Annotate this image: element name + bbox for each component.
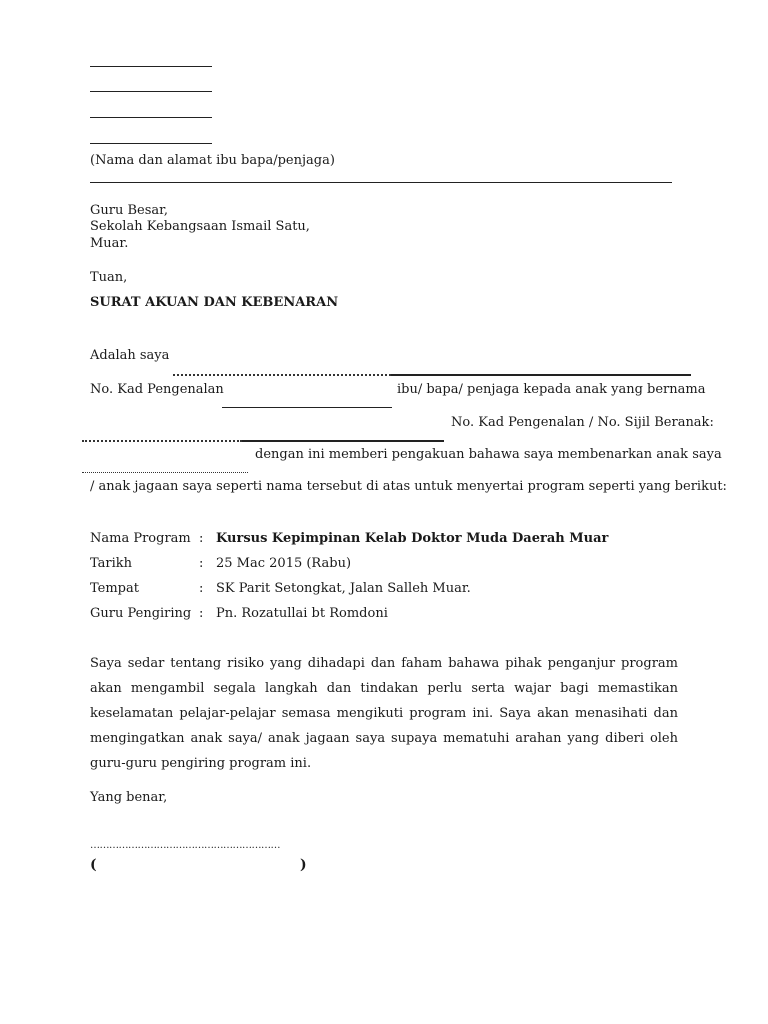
program-colon-2: : <box>199 556 204 571</box>
program-label-guru: Guru Pengiring <box>90 606 192 621</box>
child-name-field[interactable] <box>82 440 242 442</box>
parent-ic-field[interactable] <box>222 407 392 408</box>
adalah-saya-label: Adalah saya <box>90 348 170 363</box>
program-colon-4: : <box>199 606 204 621</box>
ward-line-text: / anak jagaan saya seperti nama tersebut di atas untuk menyertai program seperti yang berikut: <box>90 479 727 494</box>
sender-address-line-2[interactable] <box>90 91 212 92</box>
program-value-tarikh: 25 Mac 2015 (Rabu) <box>216 556 352 571</box>
letter-subject: SURAT AKUAN DAN KEBENARAN <box>90 295 339 310</box>
consent-text: dengan ini memberi pengakuan bahawa saya membenarkan anak saya <box>255 447 722 462</box>
no-kad-label: No. Kad Pengenalan <box>90 382 224 397</box>
signature-dots[interactable]: …………………………………………………… <box>90 840 280 851</box>
sender-caption: (Nama dan alamat ibu bapa/penjaga) <box>90 153 335 168</box>
header-divider <box>90 182 672 183</box>
sender-address-line-4[interactable] <box>90 143 212 144</box>
child-id-field[interactable] <box>82 472 248 473</box>
sender-address-line-3[interactable] <box>90 117 212 118</box>
recipient-line-3: Muar. <box>90 236 129 251</box>
program-value-nama: Kursus Kepimpinan Kelab Doktor Muda Daerah Muar <box>216 531 609 546</box>
program-value-guru: Pn. Rozatullai bt Romdoni <box>216 606 388 621</box>
recipient-line-1: Guru Besar, <box>90 203 169 218</box>
program-label-nama: Nama Program <box>90 531 191 546</box>
sender-address-line-1[interactable] <box>90 66 212 67</box>
parent-of-text: ibu/ bapa/ penjaga kepada anak yang bernama <box>397 382 706 397</box>
child-id-label: No. Kad Pengenalan / No. Sijil Beranak: <box>451 415 714 430</box>
program-label-tempat: Tempat <box>90 581 139 596</box>
salutation: Tuan, <box>90 270 128 285</box>
child-name-field-ext[interactable] <box>242 440 444 442</box>
risk-acknowledgement-paragraph: Saya sedar tentang risiko yang dihadapi dan faham bahawa pihak penganjur program akan mengambil segala langkah dan tindakan perlu serta wajar bagi memastikan keselamatan pelajar-pelajar semasa mengikuti program ini. Saya akan menasihati dan mengingatkan anak saya/ anak jagaan saya supaya mematuhi arahan yang diberi oleh guru-guru pengiring program ini. <box>90 656 678 771</box>
program-colon-3: : <box>199 581 204 596</box>
program-label-tarikh: Tarikh <box>90 556 133 571</box>
signature-open-paren: ( <box>90 857 97 873</box>
program-colon-1: : <box>199 531 204 546</box>
parent-name-field[interactable] <box>173 374 391 376</box>
parent-name-field-ext[interactable] <box>391 374 691 376</box>
signature-close-paren: ) <box>300 857 307 873</box>
closing: Yang benar, <box>90 790 168 805</box>
recipient-line-2: Sekolah Kebangsaan Ismail Satu, <box>90 219 310 234</box>
program-value-tempat: SK Parit Setongkat, Jalan Salleh Muar. <box>216 581 471 596</box>
